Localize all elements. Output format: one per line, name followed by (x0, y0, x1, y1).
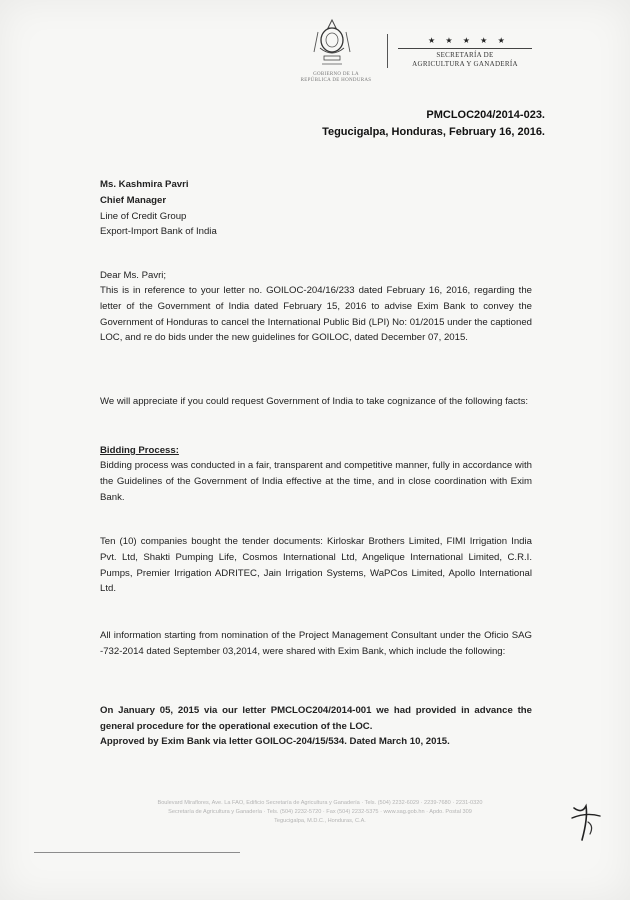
paragraph-bidding: Bidding process was conducted in a fair, transparent and competitive manner, fully in accordance with the Guidelines of the Government of India effective at the time, and in close coordination with Exim Bank. (100, 460, 532, 503)
crest-caption-line: GOBIERNO DE LA (313, 72, 359, 77)
footer-line: Tegucigalpa, M.D.C., Honduras, C.A. (274, 818, 366, 824)
stars-row: ★ ★ ★ ★ ★ (428, 36, 509, 45)
paragraph-approval: Approved by Exim Bank via letter GOILOC-204/15/534. Dated March 10, 2015. (100, 736, 450, 747)
recipient-title: Chief Manager (100, 194, 167, 206)
reference-number: PMCLOC204/2014-023. (426, 109, 545, 121)
footer-line: Secretaría de Agricultura y Ganadería · Tels. (504) 2232-5720 · Fax (504) 2232-5375 · www.sag.gob.hn · Apdo. Postal 309 (168, 809, 472, 815)
paragraph-companies: Ten (10) companies bought the tender documents: Kirloskar Brothers Limited, FIMI Irrigation India Pvt. Ltd, Shakti Pumping Life, Cosmos International Ltd, Angelique International Limited, C.R.I. Pumps, Premier Irrigation ADRITEC, Jain Irrigation Systems, WaPCos Limited, Apollo International Ltd. (100, 536, 532, 595)
honduras-coat-of-arms-icon (312, 18, 352, 68)
paragraph-procedure: On January 05, 2015 via our letter PMCLOC204/2014-001 we had provided in advance the general procedure for the operational execution of the LOC. (100, 705, 532, 732)
letterhead-footer (60, 799, 580, 826)
place-date: Tegucigalpa, Honduras, February 16, 2016. (322, 126, 545, 138)
bottom-rule (34, 852, 240, 853)
ministry-name (398, 51, 532, 69)
recipient-name: Ms. Kashmira Pavri (100, 179, 189, 190)
salutation: Dear Ms. Pavri; (100, 270, 167, 281)
crest-caption (296, 72, 376, 84)
footer-line: Boulevard Miraflores, Ave. La FAO, Edificio Secretaría de Agricultura y Ganadería · Tels. (504) 2232-6029 · 2239-7680 · 2231-0320 (157, 800, 483, 806)
crest-caption-line: REPÚBLICA DE HONDURAS (300, 78, 372, 83)
ministry-name-line: SECRETARÍA DE (436, 51, 494, 59)
heading-bidding-process: Bidding Process: (100, 445, 179, 456)
recipient-group: Line of Credit Group (100, 210, 187, 222)
recipient-block (100, 177, 532, 240)
header-divider (387, 34, 388, 68)
ministry-name-line: AGRICULTURA Y GANADERÍA (412, 60, 518, 68)
ministry-rule (398, 48, 532, 49)
handwritten-initials-icon (568, 796, 604, 842)
recipient-organization: Export-Import Bank of India (100, 226, 217, 238)
paragraph-request: We will appreciate if you could request Government of India to take cognizance of the following facts: (100, 396, 529, 407)
paragraph-reference: This is in reference to your letter no. GOILOC-204/16/233 dated February 16, 2016, regarding the letter of the Government of India dated February 15, 2016 to advise Exim Bank to convey the Government of Honduras to cancel the International Public Bid (LPI) No: 01/2015 under the captioned LOC, and re do bids under the new guidelines for GOILOC, dated December 07, 2015. (100, 285, 532, 344)
reference-block (322, 107, 545, 141)
paragraph-information: All information starting from nomination of the Project Management Consultant under the Oficio SAG -732-2014 dated September 03,2014, were shared with Exim Bank, which include the following: (100, 630, 532, 657)
